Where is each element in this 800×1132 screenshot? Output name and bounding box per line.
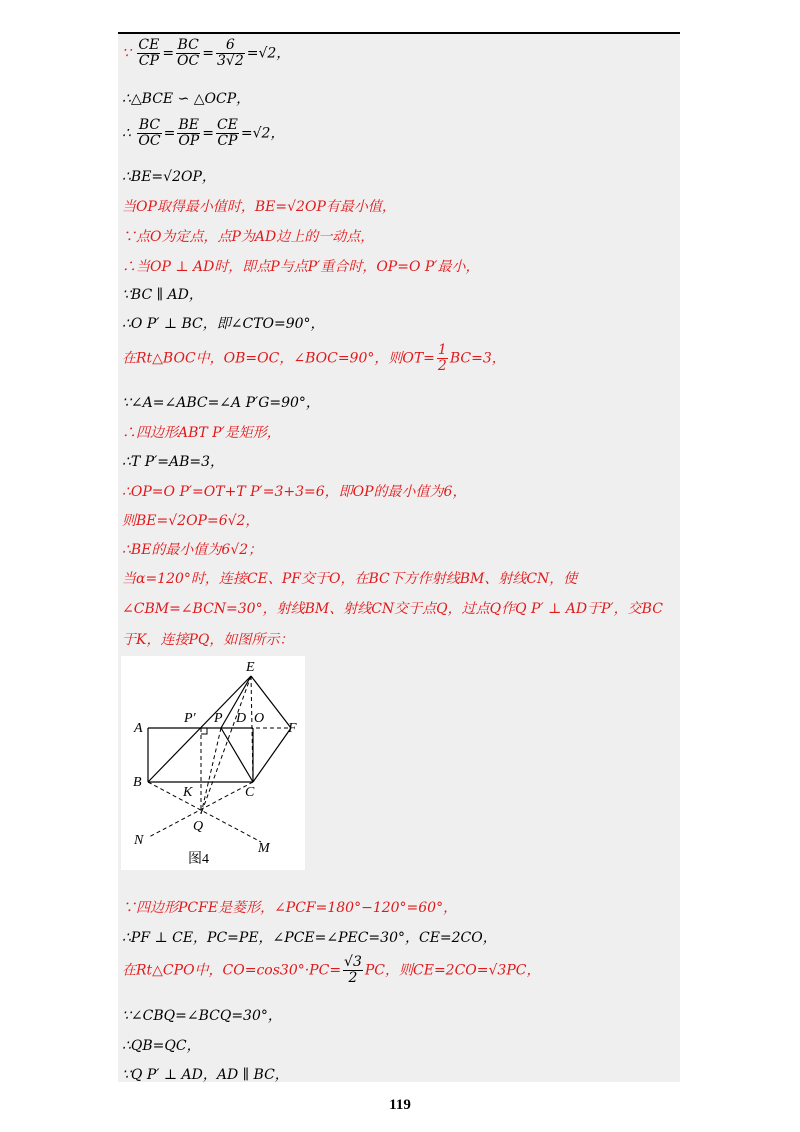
- label-a: A: [134, 721, 143, 736]
- fraction-ce-cp: $\frac{CE}{CP}$: [138, 37, 160, 69]
- line-4: ∴BE=√2OP，: [122, 169, 216, 185]
- fraction-bc-oc: $\frac{BC}{OC}$: [138, 117, 161, 149]
- label-q: Q: [193, 819, 204, 834]
- line-9: ∴O P′ ⊥ BC，即∠CTO=90°，: [122, 316, 325, 332]
- label-f: F: [288, 721, 297, 736]
- line-12: ∴四边形ABT P′是矩形，: [122, 425, 281, 441]
- line-6: ∵点O为定点，点P为AD边上的一动点，: [122, 229, 375, 245]
- label-k: K: [183, 785, 193, 800]
- label-p-prime: P′: [184, 711, 196, 726]
- line-20: ∵四边形PCFE是菱形，∠PCF=180°−120°=60°，: [122, 900, 458, 916]
- fraction-ce-cp: $\frac{CE}{CP}$: [216, 117, 238, 149]
- header-rule: [118, 32, 680, 34]
- line-15: 则BE=√2OP=6√2，: [122, 513, 260, 529]
- label-d: D: [236, 711, 247, 726]
- line-25: ∵Q P′ ⊥ AD，AD ∥ BC，: [122, 1067, 289, 1083]
- label-b: B: [133, 775, 142, 790]
- page-number: 119: [389, 1097, 411, 1113]
- fraction-6-3root2: $\frac{6}{3√2}$: [216, 37, 244, 69]
- line-2: ∴△BCE ∽ △OCP，: [122, 91, 251, 107]
- fraction-1-2: $\frac{1}{2}$: [437, 342, 447, 374]
- label-c: C: [245, 785, 255, 800]
- geometry-figure: [121, 656, 305, 870]
- line-11: ∵∠A=∠ABC=∠A P′G=90°，: [122, 395, 320, 411]
- label-m: M: [258, 841, 270, 856]
- line-13: ∴T P′=AB=3，: [122, 454, 225, 470]
- line-8: ∵BC ∥ AD，: [122, 287, 203, 303]
- line-23: ∵∠CBQ=∠BCQ=30°，: [122, 1008, 282, 1024]
- line-7: ∴当OP ⊥ AD时，即点P与点P′重合时，OP=O P′最小，: [122, 259, 480, 275]
- line-16: ∴BE的最小值为6√2；: [122, 542, 263, 558]
- label-n: N: [134, 833, 144, 848]
- line-21: ∴PF ⊥ CE，PC=PE，∠PCE=∠PEC=30°，CE=2CO，: [122, 930, 497, 946]
- label-o: O: [254, 711, 265, 726]
- line-18: ∠CBM=∠BCN=30°，射线BM、射线CN交于点Q，过点Q作Q P′ ⊥ AD于P′，交BC: [122, 601, 663, 617]
- fraction-be-op: $\frac{BE}{OP}$: [178, 117, 200, 149]
- line-24: ∴QB=QC，: [122, 1038, 201, 1054]
- figure-caption: 图4: [188, 852, 209, 867]
- line-1: ∵ $\frac{CE}{CP}$ = $\frac{BC}{OC}$ = $\frac{6}{3√2}$ =√2，: [122, 37, 291, 69]
- line-14: ∴OP=O P′=OT+T P′=3+3=6，即OP的最小值为6，: [122, 484, 467, 500]
- because-symbol: ∵: [122, 45, 131, 62]
- fraction-root3-2: $\frac{√3}{2}$: [344, 954, 362, 986]
- line-19: 于K，连接PQ，如图所示：: [122, 632, 294, 648]
- line-3: ∴ $\frac{BC}{OC}$ = $\frac{BE}{OP}$ = $\frac{CE}{CP}$ =√2，: [122, 117, 285, 149]
- line-22: 在Rt△CPO中，CO=cos30°·PC= $\frac{√3}{2}$ PC，则CE=2CO=√3PC，: [122, 954, 541, 986]
- label-p: P: [214, 711, 223, 726]
- line-5: 当OP取得最小值时，BE=√2OP有最小值，: [122, 199, 396, 215]
- line-10: 在Rt△BOC中，OB=OC，∠BOC=90°，则OT= $\frac{1}{2}$ BC=3，: [122, 342, 506, 374]
- fraction-bc-oc: $\frac{BC}{OC}$: [177, 37, 200, 69]
- label-e: E: [246, 660, 255, 675]
- line-17: 当α=120°时，连接CE、PF交于O，在BC下方作射线BM、射线CN，使: [122, 571, 578, 587]
